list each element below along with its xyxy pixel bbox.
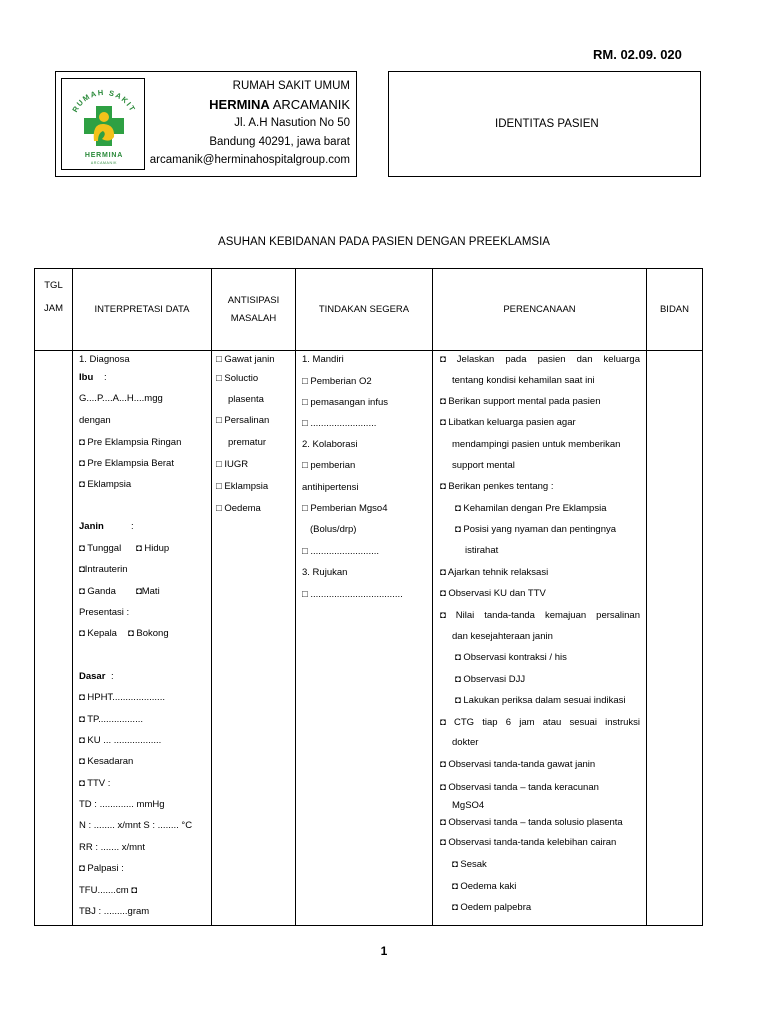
plan-4b[interactable]: ◘ Posisi yang nyaman dan pentingnya: [455, 524, 617, 535]
option-eklampsia-masalah[interactable]: □ Eklampsia: [216, 481, 269, 492]
hospital-city: Bandung 40291, jawa barat: [209, 135, 350, 148]
dasar-colon: :: [111, 671, 114, 682]
plan-3-cont2: support mental: [452, 460, 515, 471]
diagnosa-label: 1. Diagnosa: [79, 354, 130, 365]
option-mandiri-other[interactable]: □ .........................: [302, 418, 377, 429]
hospital-header-box: [55, 71, 357, 177]
option-soluctio[interactable]: □ Soluctio: [216, 373, 259, 384]
nadi-suhu-field[interactable]: N : ........ x/mnt S : ........ °C: [79, 820, 193, 831]
patient-identity-title: IDENTITAS PASIEN: [495, 118, 599, 130]
presentasi-label: Presentasi :: [79, 607, 130, 618]
option-kolaborasi-other[interactable]: □ ..........................: [302, 546, 380, 557]
header-tgl-jam: TGL JAM: [35, 269, 73, 351]
option-infus[interactable]: □ pemasangan infus: [302, 397, 389, 408]
cell-interpretasi: [73, 351, 212, 926]
cell-tgl-jam[interactable]: [35, 351, 73, 926]
plan-10[interactable]: ◘ Observasi tanda – tanda keracunan: [440, 782, 599, 793]
header-interpretasi: INTERPRETASI DATA: [73, 269, 212, 351]
table-header-row: [35, 269, 703, 351]
header-bidan: BIDAN: [647, 269, 703, 351]
dengan-label: dengan: [79, 415, 111, 426]
plan-4a[interactable]: ◘ Kehamilan dengan Pre Eklampsia: [455, 503, 607, 514]
cell-bidan[interactable]: [647, 351, 703, 926]
hospital-name: HERMINA ARCAMANIK: [209, 96, 350, 112]
logo-name: HERMINA: [84, 152, 124, 159]
option-persalinan[interactable]: □ Persalinan: [216, 415, 270, 426]
plan-12[interactable]: ◘ Observasi tanda-tanda kelebihan cairan: [440, 837, 617, 848]
option-eklampsia[interactable]: ◘ Eklampsia: [79, 479, 132, 490]
option-mgso4[interactable]: □ Pemberian Mgso4: [302, 503, 388, 514]
option-gawat-janin[interactable]: □ Gawat janin: [216, 354, 275, 365]
plan-1[interactable]: ◘ Jelaskan pada pasien dan keluarga: [440, 354, 640, 365]
plan-12b[interactable]: ◘ Oedema kaki: [452, 881, 517, 892]
plan-12a[interactable]: ◘ Sesak: [452, 859, 487, 870]
header-antisipasi: ANTISIPASI MASALAH: [212, 269, 296, 351]
option-rujukan[interactable]: □ ...................................: [302, 589, 403, 600]
rr-field[interactable]: RR : ....... x/mnt: [79, 842, 145, 853]
option-peb[interactable]: ◘ Pre Eklampsia Berat: [79, 458, 174, 469]
ttv-label[interactable]: ◘ TTV :: [79, 778, 111, 789]
care-table: [34, 268, 703, 926]
plan-9[interactable]: ◘ Observasi tanda-tanda gawat janin: [440, 759, 596, 770]
option-per[interactable]: ◘ Pre Eklampsia Ringan: [79, 437, 182, 448]
plan-6[interactable]: ◘ Observasi KU dan TTV: [440, 588, 546, 599]
antihipertensi-cont: antihipertensi: [302, 482, 359, 493]
rujukan-label: 3. Rujukan: [302, 567, 348, 578]
plan-4b-cont: istirahat: [465, 545, 499, 556]
plan-7[interactable]: ◘ Nilai tanda-tanda kemajuan persalinan: [440, 610, 640, 621]
option-bokong[interactable]: ◘ Bokong: [128, 628, 169, 639]
option-o2[interactable]: □ Pemberian O2: [302, 376, 372, 387]
kolaborasi-label: 2. Kolaborasi: [302, 439, 358, 450]
cell-antisipasi: [212, 351, 296, 926]
form-title: ASUHAN KEBIDANAN PADA PASIEN DENGAN PREEKLAMSIA: [218, 236, 550, 248]
option-intrauterin[interactable]: ◘Intrauterin: [79, 564, 128, 575]
plan-3[interactable]: ◘ Libatkan keluarga pasien agar: [440, 417, 576, 428]
option-tunggal[interactable]: ◘ Tunggal: [79, 543, 122, 554]
table-body-row: [35, 351, 703, 926]
mgso4-cont: (Bolus/drp): [310, 524, 357, 535]
plan-4[interactable]: ◘ Berikan penkes tentang :: [440, 481, 554, 492]
plan-7b[interactable]: ◘ Observasi DJJ: [455, 674, 526, 685]
tbj-field[interactable]: TBJ : .........gram: [79, 906, 150, 917]
hermina-logo-icon: [62, 79, 144, 169]
plan-10-cont: MgSO4: [452, 800, 485, 811]
logo-arc-text: RUMAH SAKIT: [70, 87, 138, 114]
plan-3-cont: mendampingi pasien untuk memberikan: [452, 439, 621, 450]
td-field[interactable]: TD : ............. mmHg: [79, 799, 165, 810]
plan-2[interactable]: ◘ Berikan support mental pada pasien: [440, 396, 601, 407]
gpah-field[interactable]: G....P....A...H....mgg: [79, 393, 163, 404]
hospital-address: Jl. A.H Nasution No 50: [234, 117, 350, 129]
cell-perencanaan: [433, 351, 647, 926]
hospital-info: [150, 77, 350, 170]
plan-7-cont: dan kesejahteraan janin: [452, 631, 553, 642]
option-kepala[interactable]: ◘ Kepala: [79, 628, 117, 639]
plan-8-cont: dokter: [452, 737, 479, 748]
header-tindakan: TINDAKAN SEGERA: [296, 269, 433, 351]
hospital-email: arcamanik@herminahospitalgroup.com: [149, 154, 350, 166]
janin-label: Janin: [79, 521, 104, 532]
tp-field[interactable]: ◘ TP.................: [79, 714, 143, 725]
hpht-field[interactable]: ◘ HPHT....................: [79, 692, 165, 703]
plan-5[interactable]: ◘ Ajarkan tehnik relaksasi: [440, 567, 549, 578]
tfu-field[interactable]: TFU.......cm ◘: [79, 885, 137, 896]
plan-8[interactable]: ◘ CTG tiap 6 jam atau sesuai instruksi: [440, 717, 640, 728]
option-ganda[interactable]: ◘ Ganda: [79, 586, 116, 597]
dasar-label: Dasar: [79, 671, 106, 682]
patient-identity-box: [388, 71, 701, 177]
option-hidup[interactable]: ◘ Hidup: [136, 543, 170, 554]
logo-sub: ARCAMANIK: [90, 161, 118, 165]
kesadaran-field[interactable]: ◘ Kesadaran: [79, 756, 134, 767]
plan-7c[interactable]: ◘ Lakukan periksa dalam sesuai indikasi: [455, 695, 626, 706]
plan-1-cont: tentang kondisi kehamilan saat ini: [452, 375, 595, 386]
option-mati[interactable]: ◘Mati: [136, 586, 160, 597]
cell-tindakan: [296, 351, 433, 926]
plan-12c[interactable]: ◘ Oedem palpebra: [452, 902, 532, 913]
mandiri-label: 1. Mandiri: [302, 354, 344, 365]
ibu-colon: :: [104, 372, 107, 383]
header-perencanaan: PERENCANAAN: [433, 269, 647, 351]
ku-field[interactable]: ◘ KU ... ..................: [79, 735, 162, 746]
page-number: 1: [380, 944, 388, 958]
soluctio-cont: plasenta: [228, 394, 264, 405]
option-oedema[interactable]: □ Oedema: [216, 503, 261, 514]
ibu-label: Ibu: [79, 372, 94, 383]
palpasi-label[interactable]: ◘ Palpasi :: [79, 863, 124, 874]
hospital-logo: [61, 78, 145, 170]
persalinan-cont: prematur: [228, 437, 267, 448]
janin-colon: :: [131, 521, 134, 532]
option-iugr[interactable]: □ IUGR: [216, 459, 249, 470]
plan-11[interactable]: ◘ Observasi tanda – tanda solusio plasenta: [440, 817, 623, 828]
plan-7a[interactable]: ◘ Observasi kontraksi / his: [455, 652, 567, 663]
document-code: RM. 02.09. 020: [593, 47, 682, 62]
option-antihipertensi[interactable]: □ pemberian: [302, 460, 356, 471]
hospital-type: RUMAH SAKIT UMUM: [232, 80, 350, 92]
